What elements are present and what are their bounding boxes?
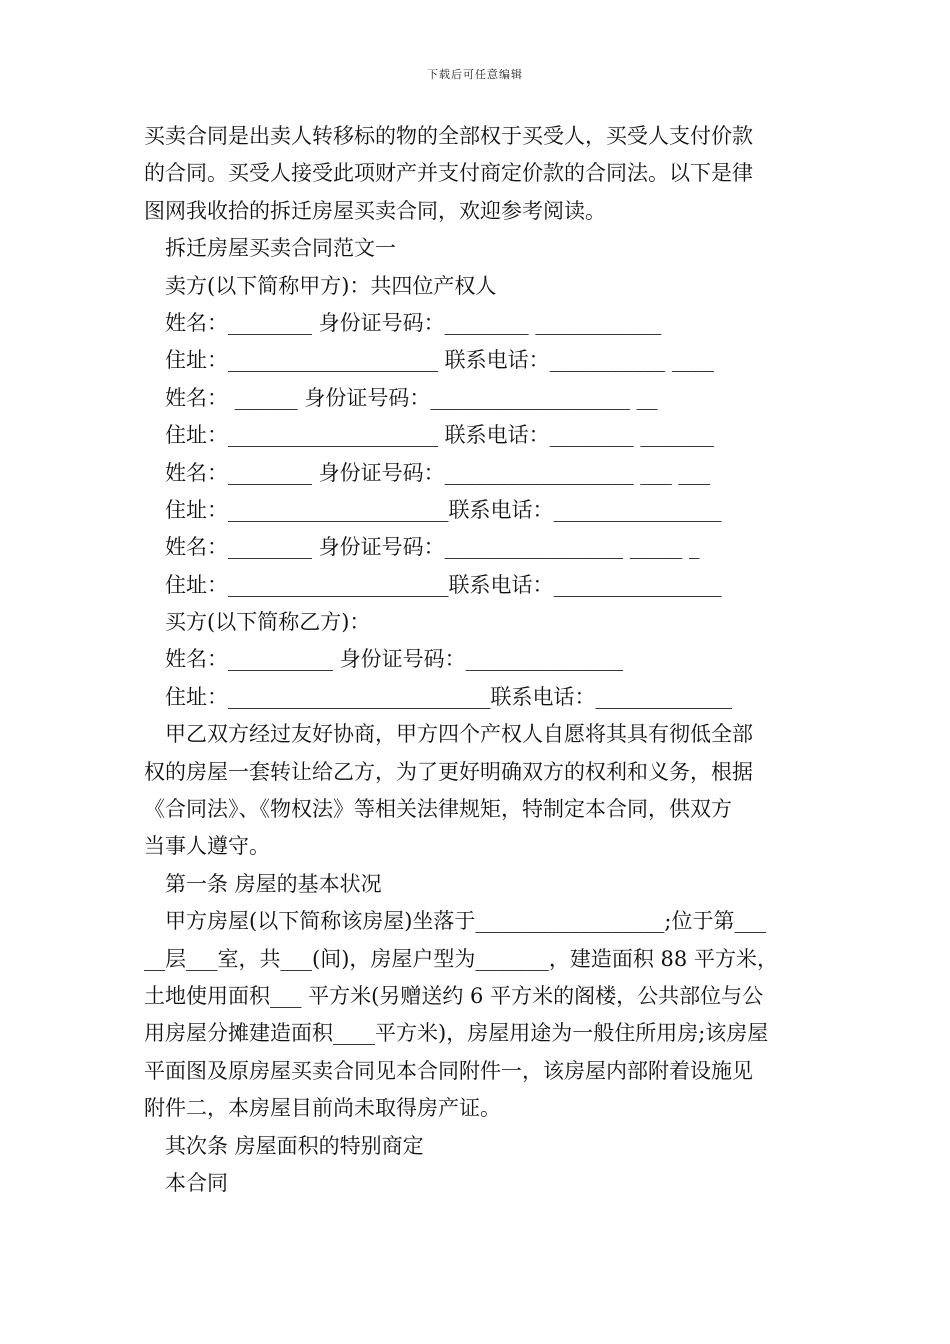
text-line: 住址：_________________________联系电话：_____________ [165,684,732,709]
text-line: 用房屋分摊建造面积____平方米)，房屋用途为一般住所用房;该房屋 [144,1021,769,1046]
page-header: 下载后可任意编辑 [427,68,523,81]
text-line: 买方(以下简称乙方)： [165,610,371,635]
text-line: 本合同 [165,1170,228,1195]
text-line: 当事人遵守。 [144,834,270,859]
text-line: 甲乙双方经过友好协商，甲方四个产权人自愿将其具有彻低全部 [165,722,753,747]
text-line: 姓名： ______ 身份证号码：___________________ __ [165,385,658,410]
text-line: 买卖合同是出卖人转移标的物的全部权于买受人，买受人支付价款 [144,124,753,148]
text-line: 其次条 房屋面积的特别商定 [165,1133,424,1158]
text-line: 住址：____________________ 联系电话：___________ ____ [165,348,714,373]
text-line: 姓名：__________ 身份证号码：_______________ [165,647,624,672]
text-line: 卖方(以下简称甲方)：共四位产权人 [165,273,497,298]
text-line: 姓名：________ 身份证号码：________ ____________ [165,310,662,335]
text-line: 拆迁房屋买卖合同范文一 [165,236,396,261]
text-line: 的合同。买受人接受此项财产并支付商定价款的合同法。以下是律 [144,161,753,186]
document-body [144,118,834,1202]
text-line: 住址：____________________ 联系电话：________ _______ [165,423,714,448]
text-line: __层___室，共___(间)，房屋户型为_______，建造面积 88 平方米， [144,946,778,971]
text-line: 住址：_____________________联系电话：________________ [165,497,722,522]
text-line: 权的房屋一套转让给乙方，为了更好明确双方的权利和义务，根据 [144,759,753,784]
text-line: 平面图及原房屋买卖合同见本合同附件一，该房屋内部附着设施见 [144,1058,753,1083]
text-line: 第一条 房屋的基本状况 [165,871,382,896]
text-line: 住址：_____________________联系电话：________________ [165,572,722,597]
text-line: 姓名：________ 身份证号码：__________________ ___ ___ [165,460,711,485]
text-line: 《合同法》、《物权法》等相关法律规矩，特制定本合同，供双方 [144,797,732,822]
text-line: 甲方房屋(以下简称该房屋)坐落于__________________;位于第___ [165,909,766,934]
text-line: 图网我收拾的拆迁房屋买卖合同，欢迎参考阅读。 [144,198,606,223]
text-line: 附件二，本房屋目前尚未取得房产证。 [144,1096,501,1121]
text-line: 姓名：________ 身份证号码：_________________ _____ _ [165,535,700,560]
text-line: 土地使用面积___ 平方米(另赠送约 6 平方米的阁楼，公共部位与公 [144,983,764,1008]
